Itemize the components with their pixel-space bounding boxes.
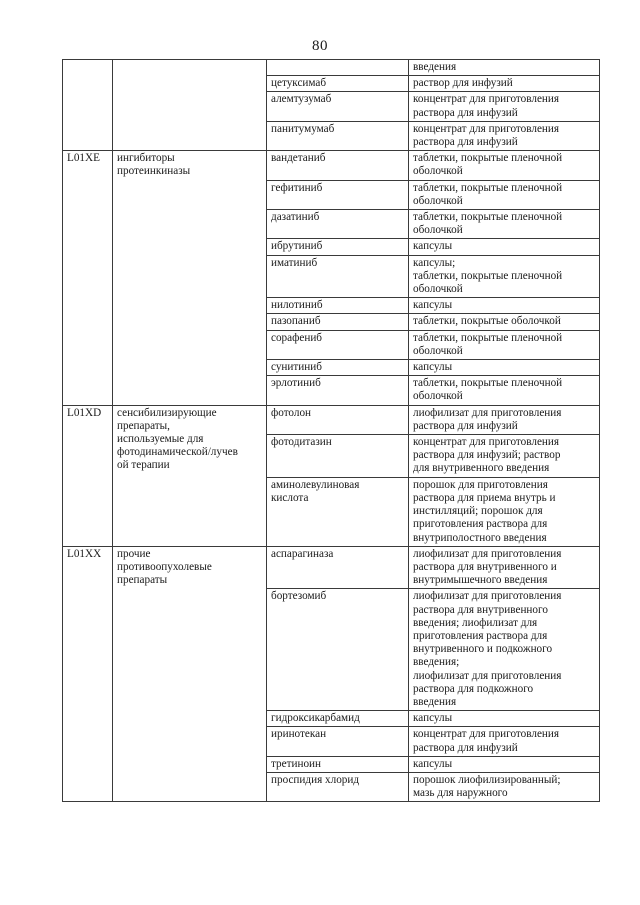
drug-name-cell: ибрутиниб [267,239,409,255]
drug-name-cell: нилотиниб [267,298,409,314]
drug-name-cell: гефитиниб [267,180,409,209]
atc-code-cell: L01XE [63,151,113,405]
dosage-form-cell: концентрат для приготовления раствора для инфузий [409,121,600,150]
table-row [63,405,600,434]
table-row [63,546,600,589]
dosage-form-cell: капсулы [409,298,600,314]
atc-code-cell: L01XX [63,546,113,802]
dosage-form-cell: таблетки, покрытые пленочной оболочкой [409,376,600,405]
drug-name-cell: иринотекан [267,727,409,756]
dosage-form-cell: концентрат для приготовления раствора для инфузий; раствор для внутривенного введения [409,435,600,478]
drug-name-cell: сорафениб [267,330,409,359]
dosage-form-cell: порошок для приготовления раствора для приема внутрь и инстилляций; порошок для приготовления раствора для внутриполостного введения [409,477,600,546]
dosage-form-cell: таблетки, покрытые пленочной оболочкой [409,330,600,359]
drug-name-cell: третиноин [267,756,409,772]
dosage-form-cell: капсулы [409,711,600,727]
dosage-form-cell: лиофилизат для приготовления раствора для внутривенного и внутримышечного введения [409,546,600,589]
table-row [63,60,600,76]
drug-name-cell: фотодитазин [267,435,409,478]
dosage-form-cell: капсулы [409,239,600,255]
drug-name-cell: аминолевулиновая кислота [267,477,409,546]
dosage-form-cell: введения [409,60,600,76]
dosage-form-cell: капсулы [409,756,600,772]
dosage-form-cell: раствор для инфузий [409,76,600,92]
drug-name-cell: вандетаниб [267,151,409,180]
drug-name-cell: алемтузумаб [267,92,409,121]
page-number: 80 [312,38,328,54]
drug-name-cell: панитумумаб [267,121,409,150]
drug-name-cell [267,60,409,76]
drug-name-cell: иматиниб [267,255,409,298]
dosage-form-cell: порошок лиофилизированный; мазь для наружного [409,772,600,801]
group-name-cell: прочие противоопухолевые препараты [113,546,267,802]
atc-code-cell: L01XD [63,405,113,546]
dosage-form-cell: концентрат для приготовления раствора для инфузий [409,92,600,121]
drug-name-cell: гидроксикарбамид [267,711,409,727]
dosage-form-cell: таблетки, покрытые пленочной оболочкой [409,180,600,209]
dosage-form-cell: таблетки, покрытые пленочной оболочкой [409,151,600,180]
drug-name-cell: цетуксимаб [267,76,409,92]
drug-name-cell: бортезомиб [267,589,409,711]
dosage-form-cell: лиофилизат для приготовления раствора для инфузий [409,405,600,434]
dosage-form-cell: капсулы; таблетки, покрытые пленочной оболочкой [409,255,600,298]
drug-name-cell: сунитиниб [267,360,409,376]
atc-code-cell [63,60,113,151]
dosage-form-cell: концентрат для приготовления раствора для инфузий [409,727,600,756]
drug-name-cell: пазопаниб [267,314,409,330]
group-name-cell [113,60,267,151]
dosage-form-cell: таблетки, покрытые пленочной оболочкой [409,210,600,239]
table-row [63,151,600,180]
drug-table [62,59,600,802]
group-name-cell: ингибиторы протеинкиназы [113,151,267,405]
drug-name-cell: проспидия хлорид [267,772,409,801]
dosage-form-cell: лиофилизат для приготовления раствора для внутривенного введения; лиофилизат для приготовления раствора для внутривенного и подкожного введения; лиофилизат для приготовления раствора для подкожного введения [409,589,600,711]
dosage-form-cell: таблетки, покрытые оболочкой [409,314,600,330]
drug-name-cell: фотолон [267,405,409,434]
table-body [63,60,600,802]
drug-name-cell: эрлотиниб [267,376,409,405]
drug-name-cell: дазатиниб [267,210,409,239]
dosage-form-cell: капсулы [409,360,600,376]
drug-name-cell: аспарагиназа [267,546,409,589]
group-name-cell: сенсибилизирующие препараты, используемые для фотодинамической/лучев ой терапии [113,405,267,546]
